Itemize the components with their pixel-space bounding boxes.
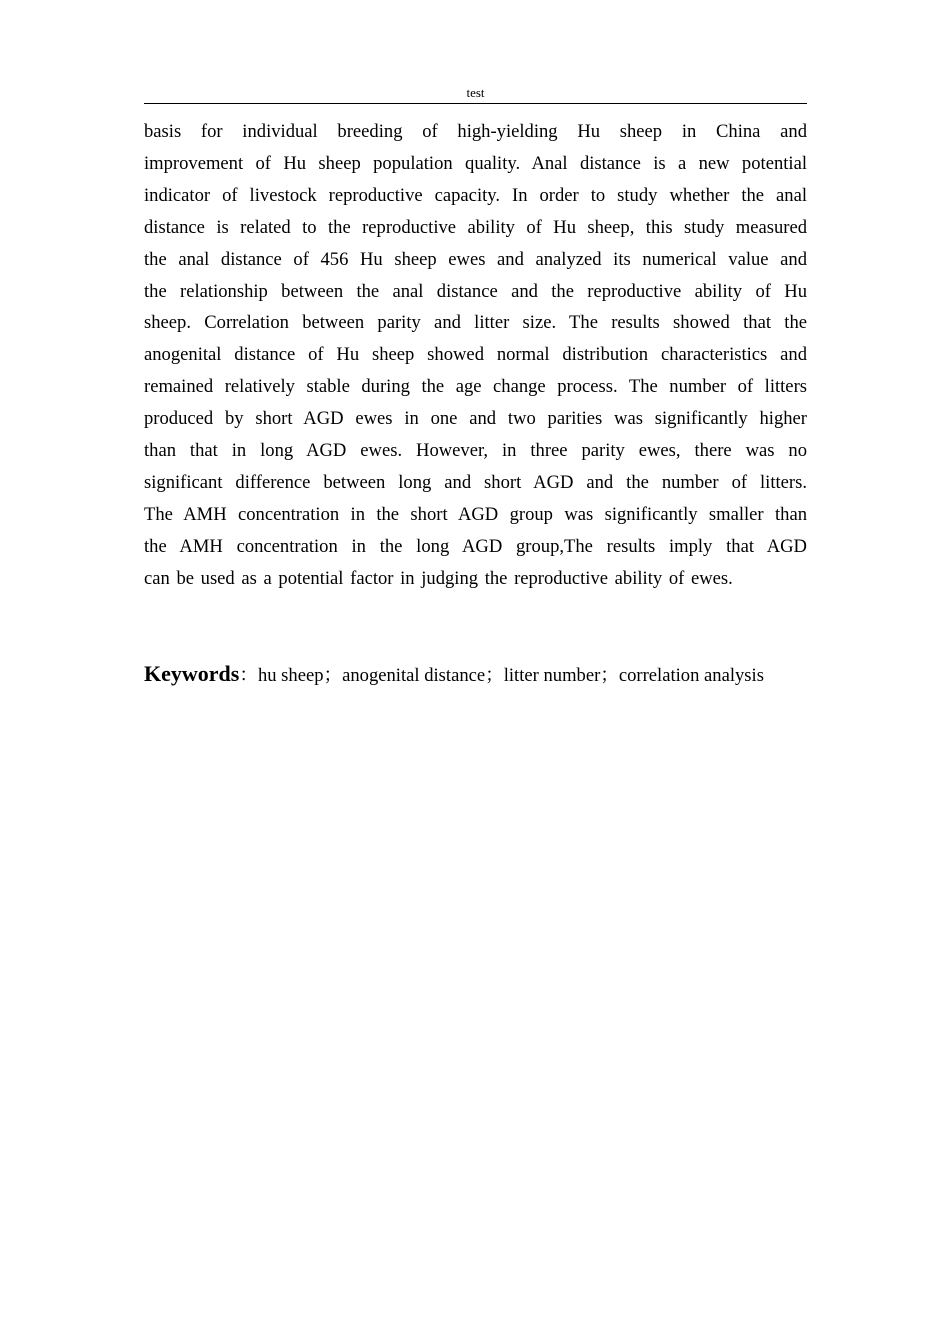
abstract-body xyxy=(144,116,807,595)
keywords-label: Keywords xyxy=(144,661,240,686)
abstract-line: distance is related to the reproductive ability of Hu sheep, this study measured xyxy=(144,216,807,238)
abstract-line: significant difference between long and short AGD and the number of litters. xyxy=(144,471,807,493)
abstract-line: sheep. Correlation between parity and litter size. The results showed that the xyxy=(144,312,807,334)
abstract-line: the relationship between the anal distance and the reproductive ability of Hu xyxy=(144,280,807,302)
keywords-section xyxy=(144,658,807,693)
page-header xyxy=(144,84,807,104)
abstract-line: produced by short AGD ewes in one and two parities was significantly higher xyxy=(144,408,807,430)
abstract-line: basis for individual breeding of high-yielding Hu sheep in China and xyxy=(144,121,807,142)
keywords-text: hu sheep；anogenital distance；litter number；correlation analysis xyxy=(257,665,764,686)
abstract-line: than that in long AGD ewes. However, in three parity ewes, there was no xyxy=(144,440,807,462)
abstract-line: anogenital distance of Hu sheep showed normal distribution characteristics and xyxy=(144,344,807,366)
abstract-line: the AMH concentration in the long AGD group,The results imply that AGD xyxy=(144,535,807,557)
header-title: test xyxy=(466,85,485,100)
abstract-line: the anal distance of 456 Hu sheep ewes and analyzed its numerical value and xyxy=(144,248,807,270)
abstract-line: indicator of livestock reproductive capacity. In order to study whether the anal xyxy=(144,184,807,206)
abstract-line: remained relatively stable during the age change process. The number of litters xyxy=(144,376,807,398)
abstract-line: can be used as a potential factor in judging the reproductive ability of ewes. xyxy=(144,567,733,589)
abstract-line: improvement of Hu sheep population quality. Anal distance is a new potential xyxy=(144,152,807,174)
keywords-separator: ： xyxy=(239,665,258,686)
abstract-line: The AMH concentration in the short AGD group was significantly smaller than xyxy=(144,503,807,525)
